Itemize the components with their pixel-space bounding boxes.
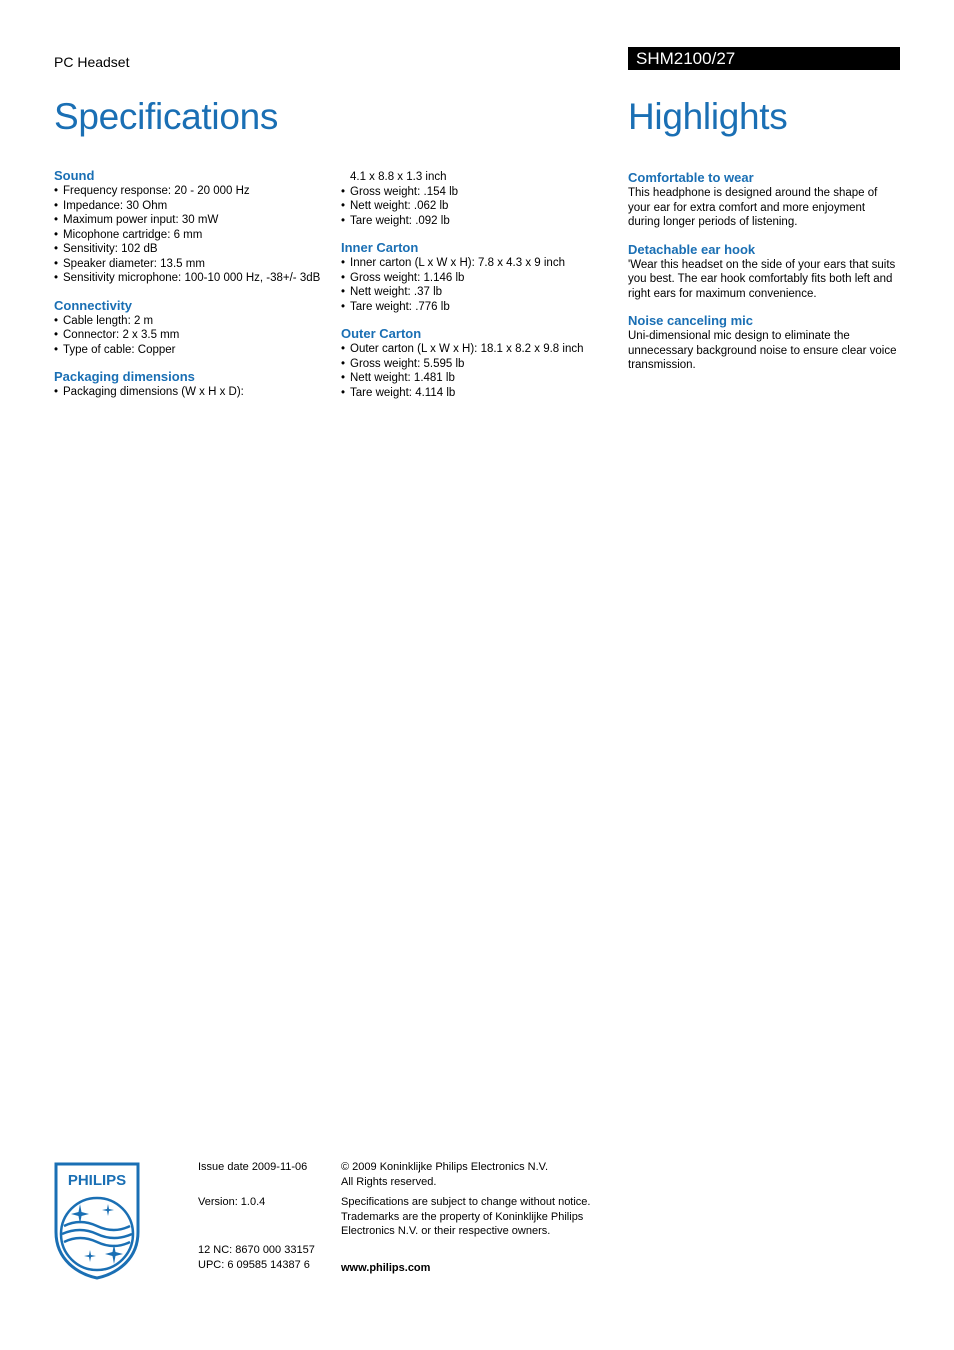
list-item: • Micophone cartridge: 6 mm [54,228,334,243]
highlight-text: This headphone is designed around the shape of your ear for extra comfort and more enjoyment during longer periods of listening. [628,187,878,228]
list-item: • Nett weight: .37 lb [341,285,611,300]
list-item: • Packaging dimensions (W x H x D): [54,385,334,400]
highlights-column [628,170,900,373]
specs-column-2 [341,170,611,400]
copyright-line: All Rights reserved. [341,1175,437,1188]
list-item: • Gross weight: 1.146 lb [341,271,611,286]
outer-carton-list [341,342,611,400]
outer-carton-section-title: Outer Carton [341,326,422,341]
list-item: • Gross weight: 5.595 lb [341,357,611,372]
website-link[interactable]: www.philips.com [341,1261,431,1274]
list-item: • Cable length: 2 m [54,314,334,329]
packaging-list [54,385,334,400]
packaging-dimensions-value: 4.1 x 8.8 x 1.3 inch [350,171,447,183]
highlight-text: 'Wear this headset on the side of your ears that suits you best. The ear hook comfortably fits both left and right ears for maximum convenience. [628,258,896,300]
sound-section-title: Sound [54,168,95,183]
highlight-title: Noise canceling mic [628,313,753,328]
sound-list [54,184,334,286]
inner-carton-list [341,256,611,314]
specs-column-1 [54,168,334,400]
inner-carton-section-title: Inner Carton [341,240,419,255]
version: Version: 1.0.4 [198,1195,266,1208]
list-item: • Tare weight: 4.114 lb [341,386,611,401]
list-item: • Type of cable: Copper [54,343,334,358]
packaging-weight-list [341,185,611,229]
footer-legal [341,1160,611,1275]
list-item: • Tare weight: .776 lb [341,300,611,315]
highlights-heading: Highlights [628,96,788,137]
list-item: • Sensitivity: 102 dB [54,242,334,257]
issue-date: Issue date 2009-11-06 [198,1161,308,1173]
list-item: • Nett weight: .062 lb [341,199,611,214]
list-item: • Gross weight: .154 lb [341,185,611,200]
packaging-section-title: Packaging dimensions [54,369,195,384]
list-item: • Inner carton (L x W x H): 7.8 x 4.3 x 9 inch [341,256,611,271]
highlight-title: Comfortable to wear [628,170,754,185]
specifications-heading: Specifications [54,96,279,137]
list-item: • Nett weight: 1.481 lb [341,371,611,386]
model-number-bar: SHM2100/27 [628,47,900,70]
list-item: • Tare weight: .092 lb [341,214,611,229]
list-item: • Sensitivity microphone: 100-10 000 Hz, -38+/- 3dB [54,271,334,286]
connectivity-section-title: Connectivity [54,297,133,313]
disclaimer-line: Electronics N.V. or their respective owners. [341,1225,551,1237]
list-item: • Outer carton (L x W x H): 18.1 x 8.2 x 9.8 inch [341,342,611,357]
upc-code: UPC: 6 09585 14387 6 [198,1258,310,1271]
highlight-text: Uni-dimensional mic design to eliminate the unnecessary background noise to ensure clear voice transmission. [628,330,897,371]
document-title: PC Headset [54,54,130,70]
highlight-title: Detachable ear hook [628,241,756,257]
list-item: • Maximum power input: 30 mW [54,213,334,228]
connectivity-list [54,314,334,358]
philips-shield-icon [54,1162,140,1280]
footer-meta [198,1160,328,1272]
logo-wordmark: PHILIPS [67,1172,127,1189]
copyright-line: © 2009 Koninklijke Philips Electronics N.V. [341,1161,549,1173]
disclaimer-line: Specifications are subject to change without notice. [341,1196,591,1208]
disclaimer-line: Trademarks are the property of Koninklijke Philips [341,1210,584,1223]
list-item: • Impedance: 30 Ohm [54,199,334,214]
list-item: • Speaker diameter: 13.5 mm [54,257,334,272]
list-item: • Connector: 2 x 3.5 mm [54,328,334,343]
list-item: • Frequency response: 20 - 20 000 Hz [54,184,334,199]
nc-code: 12 NC: 8670 000 33157 [198,1244,315,1256]
philips-shield-logo [54,1162,140,1280]
